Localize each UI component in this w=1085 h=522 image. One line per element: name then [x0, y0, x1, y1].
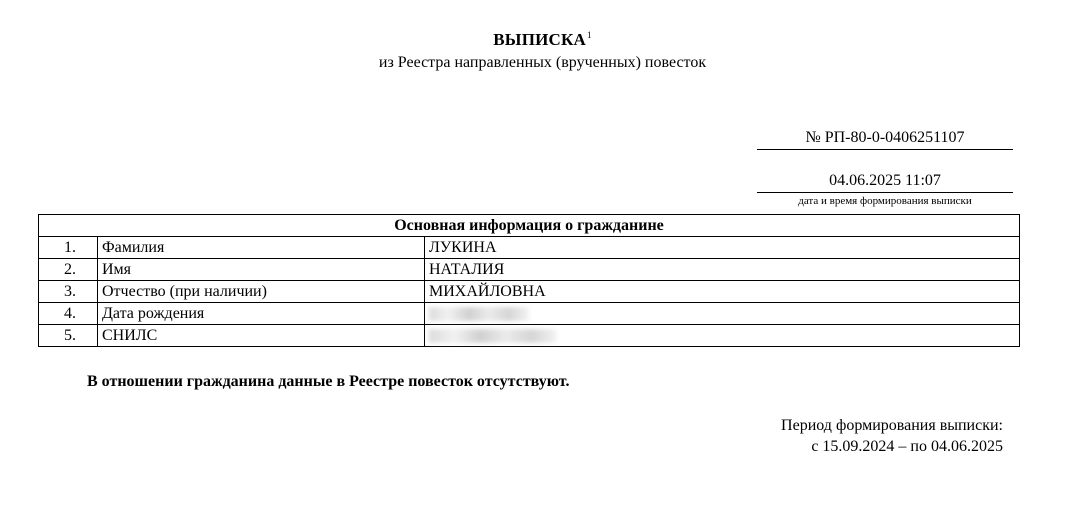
redacted-snils [429, 329, 557, 343]
row-label: Имя [98, 259, 425, 281]
table-row [39, 259, 1020, 281]
row-value: НАТАЛИЯ [425, 259, 1020, 281]
row-value-redacted [425, 325, 1020, 347]
extract-datetime: 04.06.2025 11:07 [757, 172, 1013, 193]
row-number: 3. [39, 281, 98, 303]
period-block [700, 415, 1003, 457]
row-number: 4. [39, 303, 98, 325]
row-value: МИХАЙЛОВНА [425, 281, 1020, 303]
row-label: Фамилия [98, 237, 425, 259]
row-number: 5. [39, 325, 98, 347]
document-title [0, 30, 1085, 50]
footnote-mark: 1 [587, 30, 592, 41]
table-row [39, 325, 1020, 347]
redacted-birthdate [429, 307, 529, 321]
table-row [39, 281, 1020, 303]
row-value: ЛУКИНА [425, 237, 1020, 259]
document-subtitle: из Реестра направленных (врученных) повесток [378, 54, 707, 71]
row-label: Дата рождения [98, 303, 425, 325]
row-label: Отчество (при наличии) [98, 281, 425, 303]
table-heading-row [39, 215, 1020, 237]
citizen-info-table [38, 214, 1020, 347]
table-heading: Основная информация о гражданине [39, 215, 1020, 237]
table-row [39, 303, 1020, 325]
period-label: Период формирования выписки: [781, 417, 1003, 434]
extract-number: № РП-80-0-0406251107 [757, 129, 1013, 150]
extract-datetime-caption: дата и время формирования выписки [798, 195, 972, 207]
table-row [39, 237, 1020, 259]
row-number: 1. [39, 237, 98, 259]
period-range: с 15.09.2024 – по 04.06.2025 [811, 438, 1003, 455]
row-label: СНИЛС [98, 325, 425, 347]
registry-statement: В отношении гражданина данные в Реестре повесток отсутствуют. [87, 373, 570, 390]
title-text: ВЫПИСКА [493, 30, 587, 49]
row-number: 2. [39, 259, 98, 281]
row-value-redacted [425, 303, 1020, 325]
